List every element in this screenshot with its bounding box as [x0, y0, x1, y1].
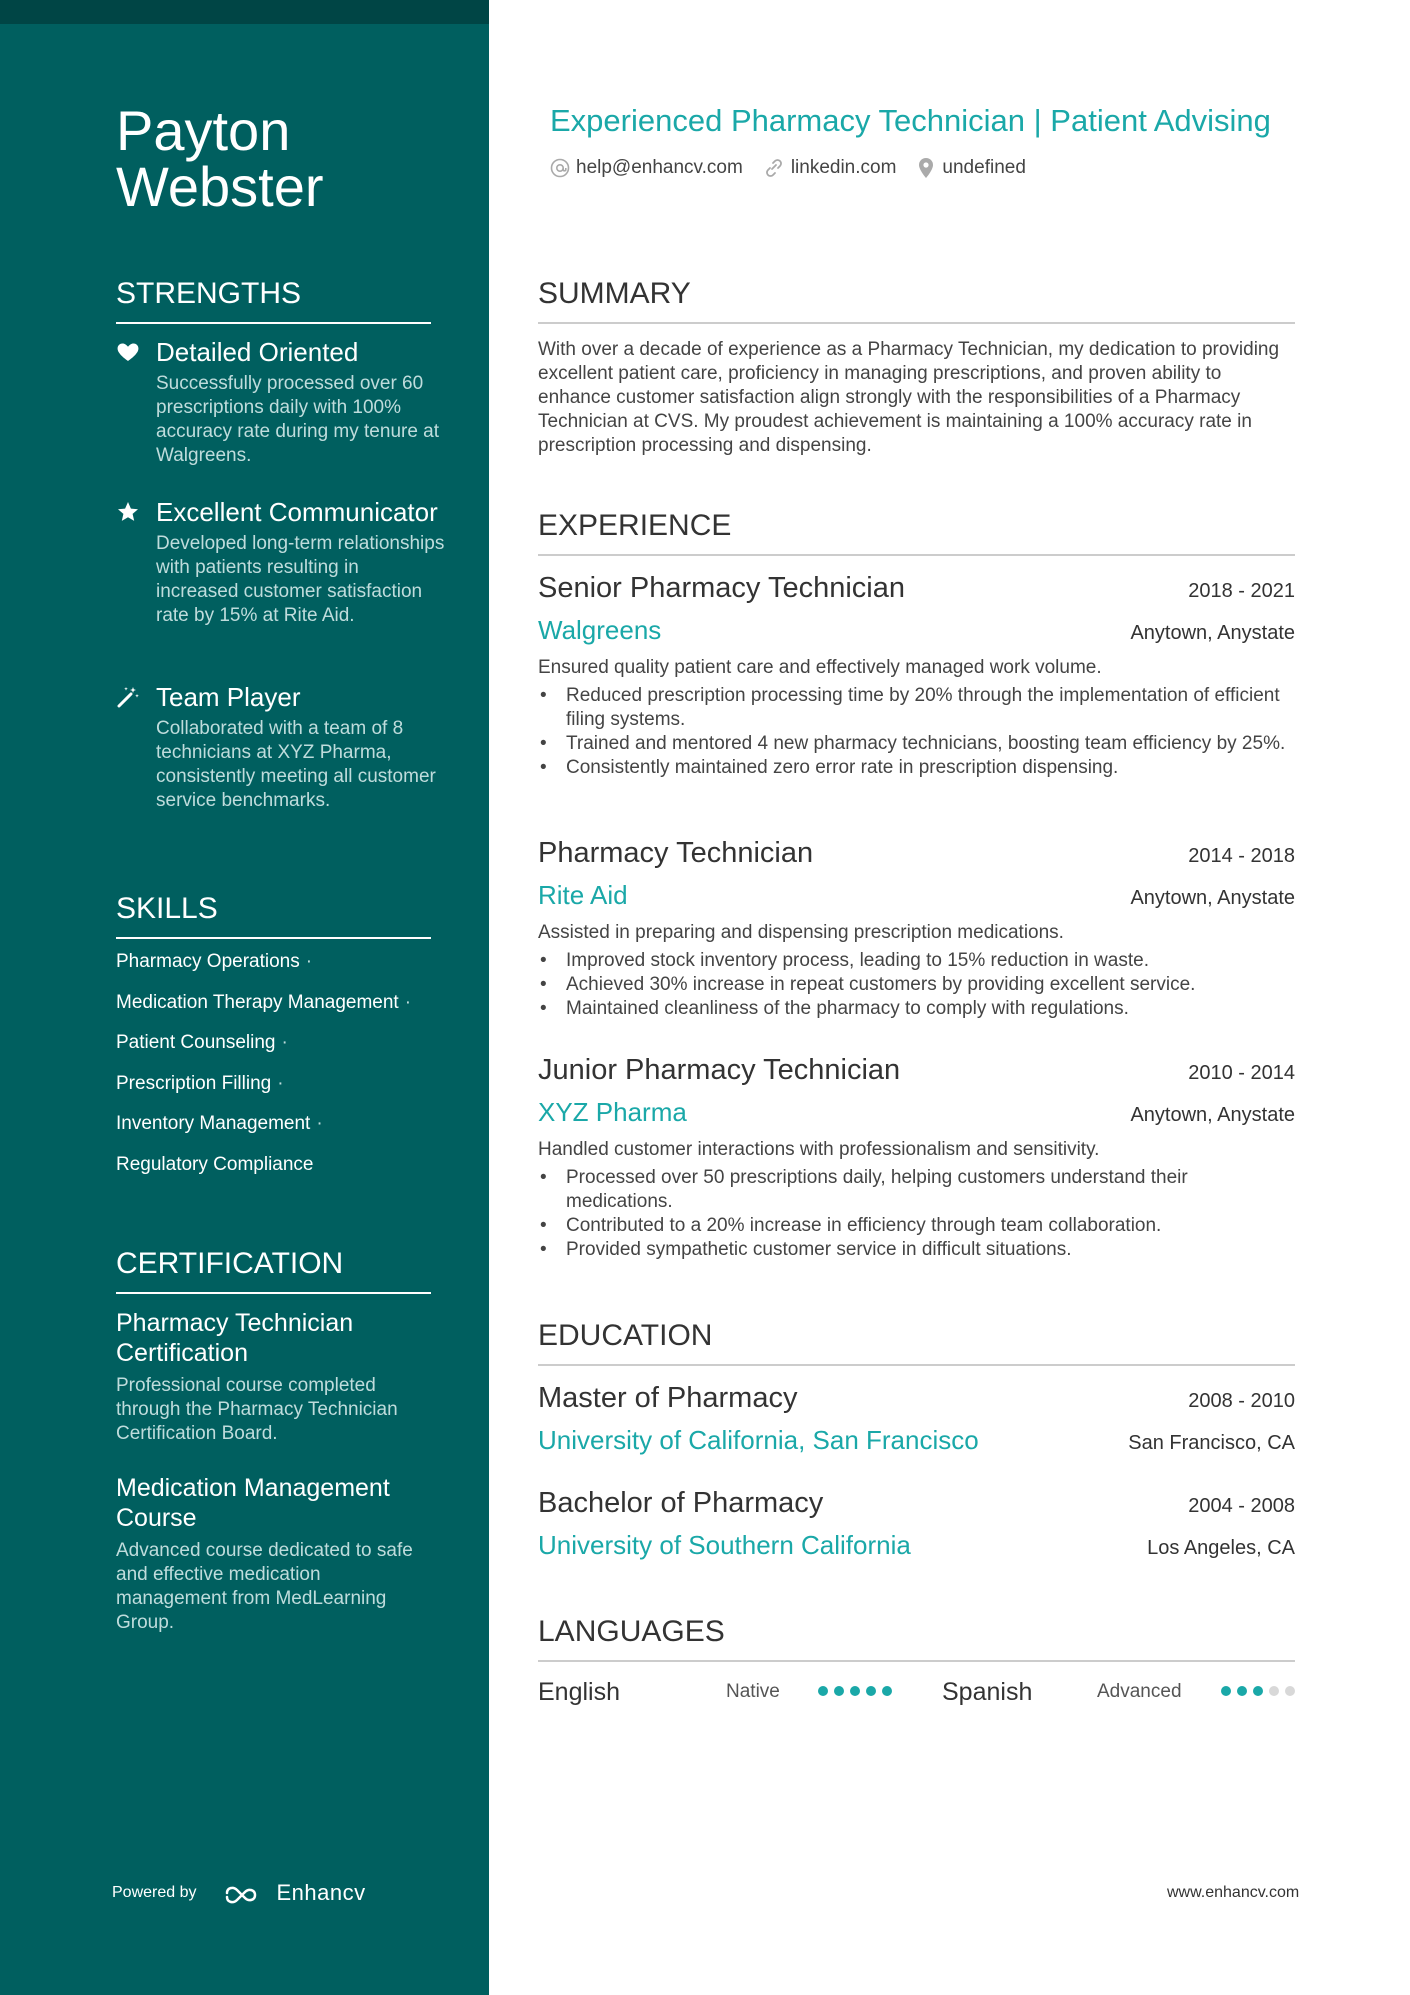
at-icon — [550, 158, 570, 178]
enhancv-brand: Enhancv — [276, 1880, 366, 1905]
skill-item: Prescription Filling · — [116, 1072, 284, 1094]
strengths-heading: STRENGTHS — [116, 276, 431, 324]
job-title: Senior Pharmacy Technician — [538, 572, 905, 604]
proficiency-dot-filled — [850, 1686, 860, 1696]
experience-heading: EXPERIENCE — [538, 508, 1295, 556]
first-name: Payton — [116, 99, 291, 162]
skills-heading: SKILLS — [116, 891, 431, 939]
job-company: Rite Aid — [538, 880, 628, 910]
job-company: Walgreens — [538, 615, 662, 645]
education-dates: 2004 - 2008 — [1188, 1495, 1295, 1517]
email-contact[interactable] — [550, 157, 743, 179]
language-level: Advanced — [1097, 1681, 1182, 1702]
job-location: Anytown, Anystate — [1130, 622, 1295, 644]
sidebar-top-bar — [0, 0, 489, 24]
job-description: Assisted in preparing and dispensing prescription medications. — [538, 922, 1064, 943]
education-heading: EDUCATION — [538, 1318, 1295, 1366]
job-dates: 2014 - 2018 — [1188, 845, 1295, 867]
proficiency-dot-filled — [834, 1686, 844, 1696]
job-bullet: • Trained and mentored 4 new pharmacy technicians, boosting team efficiency by 25%. — [538, 732, 1295, 756]
school: University of California, San Francisco — [538, 1425, 979, 1455]
powered-by-label: Powered by — [112, 1884, 197, 1901]
skill-item: Regulatory Compliance — [116, 1153, 314, 1175]
job-bullet: • Consistently maintained zero error rate in prescription dispensing. — [538, 756, 1295, 780]
linkedin-text: linkedin.com — [790, 157, 897, 178]
job-bullets — [538, 684, 1295, 780]
job-description: Ensured quality patient care and effectively managed work volume. — [538, 657, 1102, 678]
school: University of Southern California — [538, 1530, 911, 1560]
certification-item — [116, 1473, 436, 1635]
experience-entry — [538, 835, 1295, 1021]
education-dates: 2008 - 2010 — [1188, 1390, 1295, 1412]
education-entry — [538, 1485, 1295, 1563]
strength-item — [116, 336, 456, 468]
job-bullet: • Maintained cleanliness of the pharmacy to comply with regulations. — [538, 997, 1295, 1021]
candidate-name — [116, 99, 456, 218]
job-bullet: • Processed over 50 prescriptions daily, helping customers understand their medications. — [538, 1166, 1295, 1214]
language-proficiency-dots — [1221, 1686, 1301, 1696]
summary-text: With over a decade of experience as a Pharmacy Technician, my dedication to providing excellent patient care, proficiency in managing prescriptions, and proven ability to enhance customer satisfaction align strongly with the responsibilities of a Pharmacy Technician at CVS. My proudest achievement is maintaining a 100% accuracy rate in prescription processing and dispensing. — [538, 339, 1280, 456]
skills-list — [116, 950, 476, 1193]
certification-title: Pharmacy Technician Certification — [116, 1309, 354, 1367]
link-icon — [763, 158, 785, 178]
experience-entry — [538, 570, 1295, 780]
job-bullet: • Improved stock inventory process, leading to 15% reduction in waste. — [538, 949, 1295, 973]
job-dates: 2018 - 2021 — [1188, 580, 1295, 602]
skill-item: Inventory Management · — [116, 1113, 323, 1134]
strength-item — [116, 681, 456, 813]
heart-icon — [116, 340, 140, 364]
strength-description: Collaborated with a team of 8 technicians at XYZ Pharma, consistently meeting all customer service benchmarks. — [156, 718, 436, 811]
strength-title: Detailed Oriented — [156, 337, 359, 367]
job-bullet: • Contributed to a 20% increase in efficiency through team collaboration. — [538, 1214, 1295, 1238]
job-bullet: • Reduced prescription processing time by 20% through the implementation of efficient filing systems. — [538, 684, 1295, 732]
job-title: Pharmacy Technician — [538, 837, 814, 869]
star-icon — [116, 500, 140, 524]
language-name: Spanish — [942, 1678, 1033, 1706]
experience-entry — [538, 1052, 1295, 1262]
location-pin-icon — [916, 157, 936, 179]
email-text: help@enhancv.com — [576, 157, 743, 178]
last-name: Webster — [116, 155, 324, 218]
job-company: XYZ Pharma — [538, 1097, 687, 1127]
contact-bar — [550, 157, 1046, 179]
magic-wand-icon — [116, 685, 140, 709]
strength-title: Team Player — [156, 682, 301, 712]
job-location: Anytown, Anystate — [1130, 887, 1295, 909]
degree: Master of Pharmacy — [538, 1382, 798, 1414]
languages-row — [538, 1672, 1295, 1712]
job-description: Handled customer interactions with professionalism and sensitivity. — [538, 1139, 1100, 1160]
strength-description: Successfully processed over 60 prescriptions daily with 100% accuracy rate during my tenure at Walgreens. — [156, 373, 440, 466]
language-proficiency-dots — [818, 1686, 898, 1696]
sidebar — [0, 0, 489, 1995]
proficiency-dot-empty — [1285, 1686, 1295, 1696]
proficiency-dot-empty — [1269, 1686, 1279, 1696]
proficiency-dot-filled — [1221, 1686, 1231, 1696]
certification-heading: CERTIFICATION — [116, 1246, 431, 1294]
languages-heading: LANGUAGES — [538, 1614, 1295, 1662]
headline: Experienced Pharmacy Technician | Patient Advising — [550, 103, 1271, 138]
proficiency-dot-filled — [1253, 1686, 1263, 1696]
proficiency-dot-filled — [818, 1686, 828, 1696]
location-contact — [916, 157, 1025, 179]
strength-description: Developed long-term relationships with patients resulting in increased customer satisfaction rate by 15% at Rite Aid. — [156, 533, 445, 626]
job-bullets — [538, 949, 1295, 1021]
job-bullet: • Provided sympathetic customer service in difficult situations. — [538, 1238, 1295, 1262]
summary-heading: SUMMARY — [538, 276, 1295, 324]
enhancv-logo-icon — [223, 1881, 269, 1905]
education-location: San Francisco, CA — [1128, 1432, 1295, 1454]
proficiency-dot-filled — [866, 1686, 876, 1696]
certification-description: Advanced course dedicated to safe and effective medication management from MedLearning Group. — [116, 1540, 413, 1633]
job-dates: 2010 - 2014 — [1188, 1062, 1295, 1084]
proficiency-dot-filled — [882, 1686, 892, 1696]
job-title: Junior Pharmacy Technician — [538, 1054, 901, 1086]
language-name: English — [538, 1678, 620, 1706]
job-bullets — [538, 1166, 1295, 1262]
job-location: Anytown, Anystate — [1130, 1104, 1295, 1126]
strength-item — [116, 496, 456, 628]
language-level: Native — [726, 1681, 780, 1702]
proficiency-dot-filled — [1237, 1686, 1247, 1696]
skill-item: Pharmacy Operations · — [116, 951, 313, 972]
website-link[interactable]: www.enhancv.com — [1167, 1884, 1300, 1901]
certification-title: Medication Management Course — [116, 1474, 390, 1532]
degree: Bachelor of Pharmacy — [538, 1487, 824, 1519]
location-text: undefined — [942, 157, 1026, 178]
education-location: Los Angeles, CA — [1147, 1537, 1295, 1559]
skill-item: Medication Therapy Management · — [116, 991, 412, 1013]
powered-by — [112, 1880, 366, 1906]
education-entry — [538, 1380, 1295, 1458]
strength-title: Excellent Communicator — [156, 497, 438, 527]
skill-item: Patient Counseling · — [116, 1032, 288, 1053]
job-bullet: • Achieved 30% increase in repeat customers by providing excellent service. — [538, 973, 1295, 997]
linkedin-contact[interactable] — [763, 157, 897, 179]
certification-description: Professional course completed through the Pharmacy Technician Certification Board. — [116, 1375, 398, 1444]
certification-item — [116, 1308, 436, 1446]
